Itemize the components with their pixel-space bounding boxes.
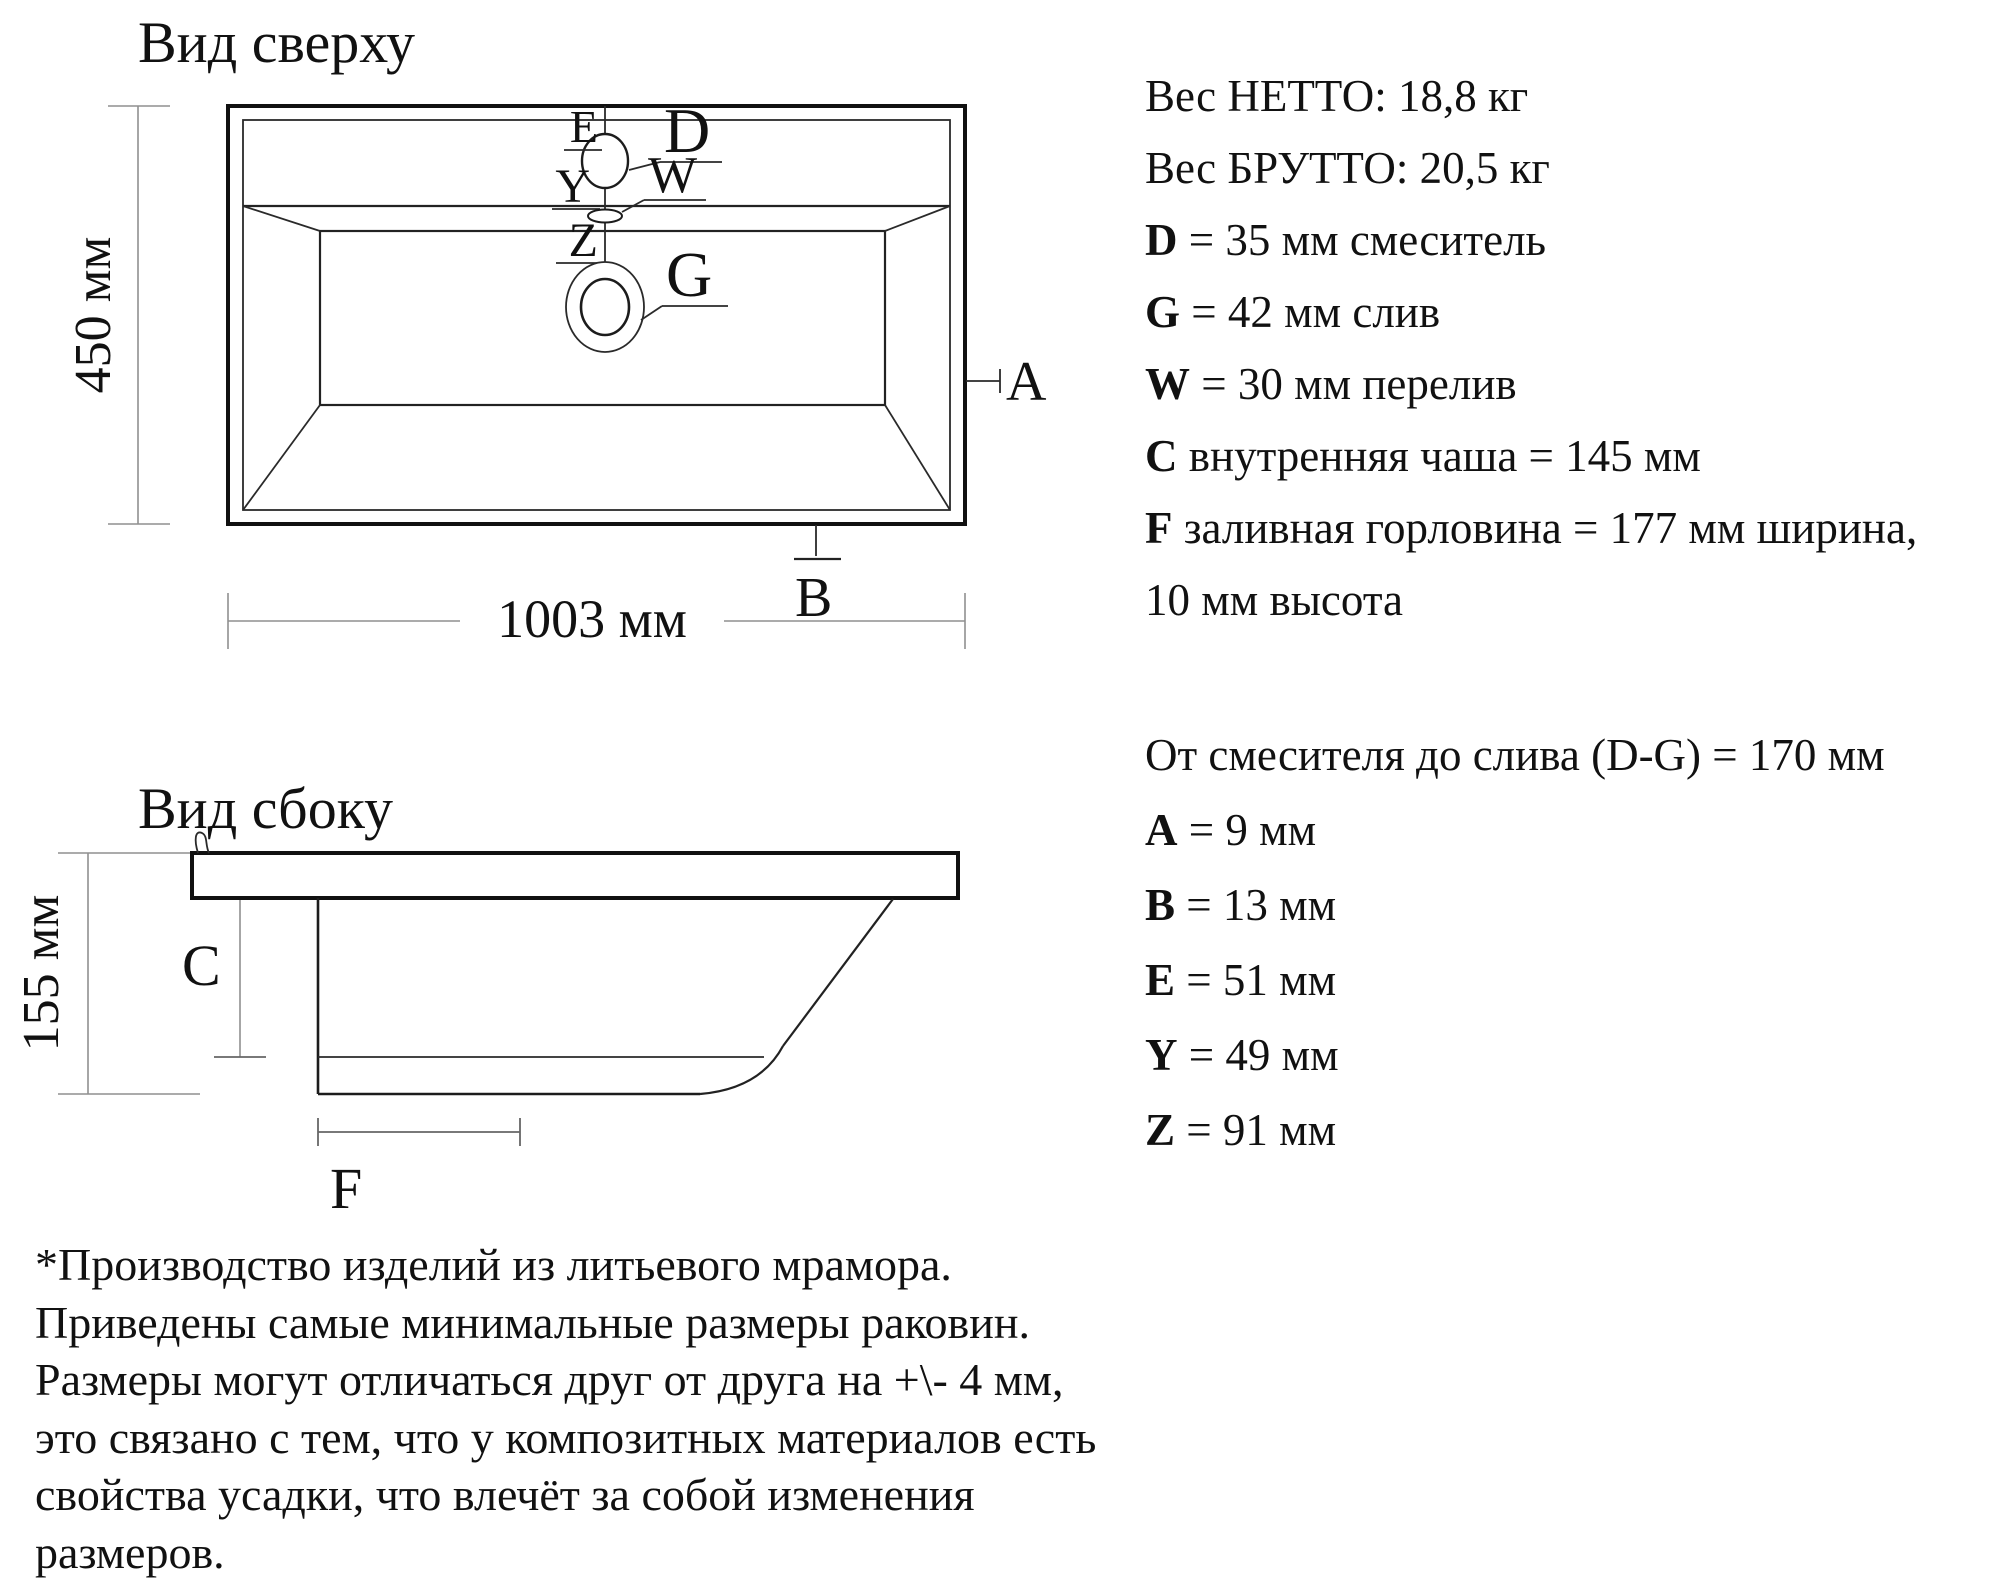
spec-line <box>1145 348 1985 420</box>
bowl-diagonal-tl <box>243 206 320 231</box>
bowl-diagonal-bl <box>243 405 320 510</box>
diagram-canvas <box>0 0 1060 1240</box>
label-W: W <box>648 147 698 204</box>
spec-key: E <box>1145 955 1176 1005</box>
specs-panel-top <box>1145 60 1985 636</box>
spec-line <box>1145 276 1985 348</box>
spec-text: = 30 мм перелив <box>1190 359 1517 409</box>
bowl-slope <box>783 899 893 1046</box>
spec-text: = 91 мм <box>1175 1105 1337 1155</box>
spec-key: Z <box>1145 1105 1176 1155</box>
label-C: C <box>182 933 221 998</box>
top-view-title: Вид сверху <box>138 10 416 75</box>
spec-text: = 13 мм <box>1175 880 1337 930</box>
spec-text: = 49 мм <box>1177 1030 1339 1080</box>
spec-text: От смесителя до слива (D-G) = 170 мм <box>1145 730 1885 780</box>
label-D: D <box>664 95 711 166</box>
footnote-line: Размеры могут отличаться друг от друга на +\- 4 мм, <box>35 1354 1064 1406</box>
label-E: E <box>569 101 598 152</box>
dim-450-label: 450 мм <box>65 236 122 394</box>
footnote-line: это связано с тем, что у композитных материалов есть <box>35 1411 1097 1463</box>
spec-line <box>1145 718 1985 793</box>
spec-text: = 42 мм слив <box>1180 287 1441 337</box>
spec-text: Вес НЕТТО: 18,8 кг <box>1145 71 1529 121</box>
spec-key: B <box>1145 880 1176 930</box>
spec-line <box>1145 564 1985 636</box>
spec-text: заливная горловина = 177 мм ширина, <box>1172 503 1918 553</box>
spec-text: = 35 мм смеситель <box>1177 215 1547 265</box>
spec-line <box>1145 204 1985 276</box>
spec-text: внутренняя чаша = 145 мм <box>1177 431 1701 481</box>
spec-line <box>1145 1018 1985 1093</box>
footnote-line: свойства усадки, что влечёт за собой изменения <box>35 1469 975 1521</box>
spec-line <box>1145 1093 1985 1168</box>
spec-key: D <box>1145 215 1178 265</box>
label-G: G <box>666 239 713 310</box>
spec-key: F <box>1145 503 1173 553</box>
spec-text: = 9 мм <box>1177 805 1317 855</box>
dim-1003-label: 1003 мм <box>497 589 687 649</box>
footnote <box>35 1236 1195 1582</box>
label-Y: Y <box>555 160 590 213</box>
spec-key: G <box>1145 287 1181 337</box>
footnote-line: *Производство изделий из литьевого мрамора. <box>35 1239 952 1290</box>
spec-line <box>1145 60 1985 132</box>
side-view <box>13 776 958 1221</box>
label-Z: Z <box>568 214 598 267</box>
spec-key: A <box>1145 805 1178 855</box>
label-F: F <box>330 1156 363 1221</box>
spec-text: Вес БРУТТО: 20,5 кг <box>1145 143 1550 193</box>
spec-line <box>1145 420 1985 492</box>
drain-hole-inner <box>581 279 629 335</box>
spec-key: Y <box>1145 1030 1178 1080</box>
label-A: A <box>1006 351 1047 413</box>
label-B: B <box>795 567 833 629</box>
spec-line <box>1145 132 1985 204</box>
spec-key: C <box>1145 431 1178 481</box>
bowl-curve <box>700 1046 783 1094</box>
spec-key: W <box>1145 359 1190 409</box>
footnote-line: Приведены самые минимальные размеры раковин. <box>35 1296 1030 1348</box>
spec-text: = 51 мм <box>1175 955 1337 1005</box>
side-view-title: Вид сбоку <box>138 776 394 841</box>
spec-line <box>1145 868 1985 943</box>
dim-155-label: 155 мм <box>13 894 70 1052</box>
bowl-diagonal-tr <box>885 206 950 231</box>
spec-line <box>1145 492 1985 564</box>
spec-line <box>1145 943 1985 1018</box>
footnote-line: размеров. <box>35 1526 225 1578</box>
bowl-diagonal-br <box>885 405 950 510</box>
slab <box>192 853 958 898</box>
top-view <box>65 10 1047 649</box>
spec-line <box>1145 793 1985 868</box>
spec-text: 10 мм высота <box>1145 575 1404 625</box>
specs-panel-bottom <box>1145 718 1985 1168</box>
